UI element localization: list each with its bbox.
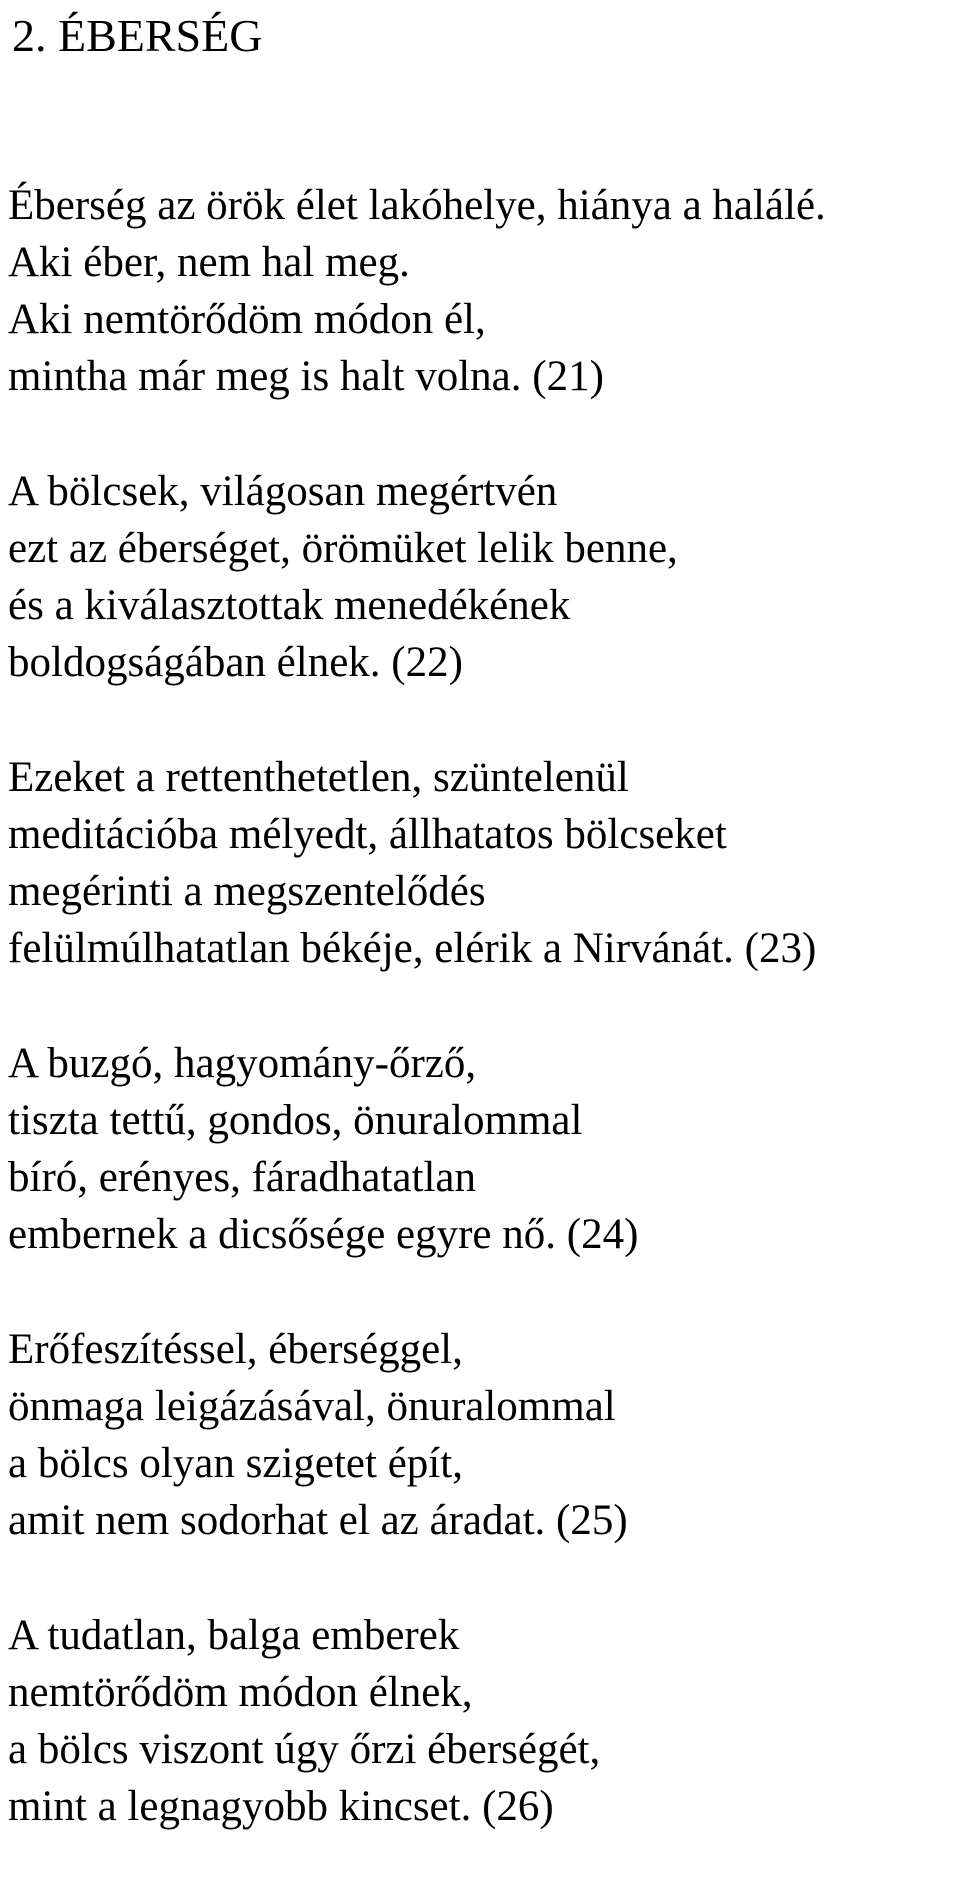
verse-line: tiszta tettű, gondos, önuralommal	[8, 1097, 583, 1144]
verse-line: és a kiválasztottak menedékének	[8, 582, 571, 629]
stanza-6	[8, 1607, 953, 1835]
verse-line: A tudatlan, balga emberek	[8, 1612, 460, 1659]
verse-line: Aki nemtörődöm módon él,	[8, 296, 486, 343]
poem-body	[8, 177, 953, 1893]
verse-line: Ezeket a rettenthetetlen, szüntelenül	[8, 754, 629, 801]
verse-line: önmaga leigázásával, önuralommal	[8, 1383, 616, 1430]
verse-line: A buzgó, hagyomány-őrző,	[8, 1040, 477, 1087]
stanza-2	[8, 463, 953, 691]
verse-line: mint a legnagyobb kincset. (26)	[8, 1783, 554, 1830]
verse-line: bíró, erényes, fáradhatatlan	[8, 1154, 476, 1201]
verse-line: embernek a dicsősége egyre nő. (24)	[8, 1211, 639, 1258]
verse-line: meditációba mélyedt, állhatatos bölcseket	[8, 811, 727, 858]
verse-line: mintha már meg is halt volna. (21)	[8, 353, 604, 400]
stanza-4	[8, 1035, 953, 1263]
verse-line: ezt az éberséget, örömüket lelik benne,	[8, 525, 678, 572]
verse-line: Aki éber, nem hal meg.	[8, 239, 410, 286]
verse-line: boldogságában élnek. (22)	[8, 639, 463, 686]
verse-line: nemtörődöm módon élnek,	[8, 1669, 473, 1716]
page-title: 2. ÉBERSÉG	[12, 10, 263, 61]
verse-line: felülmúlhatatlan békéje, elérik a Nirvánát. (23)	[8, 925, 817, 972]
verse-line: megérinti a megszentelődés	[8, 868, 486, 915]
verse-line: a bölcs olyan szigetet épít,	[8, 1440, 463, 1487]
stanza-5	[8, 1321, 953, 1549]
verse-line: A bölcsek, világosan megértvén	[8, 468, 558, 515]
verse-line: Erőfeszítéssel, éberséggel,	[8, 1326, 463, 1373]
verse-line: a bölcs viszont úgy őrzi éberségét,	[8, 1726, 601, 1773]
verse-line: Éberség az örök élet lakóhelye, hiánya a halálé.	[8, 182, 826, 229]
stanza-1	[8, 177, 953, 405]
stanza-3	[8, 749, 953, 977]
verse-line: amit nem sodorhat el az áradat. (25)	[8, 1497, 628, 1544]
